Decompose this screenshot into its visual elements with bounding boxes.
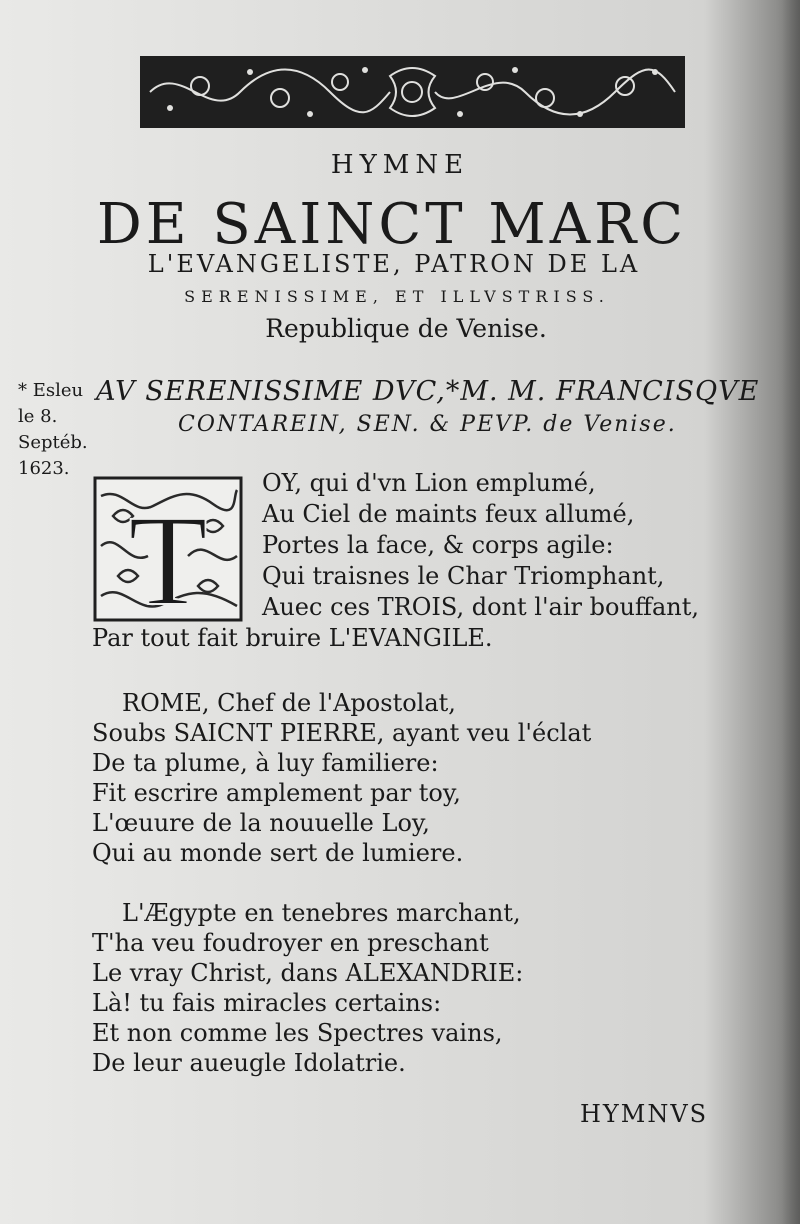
drop-cap-letter: T xyxy=(128,489,208,622)
stanza-3 xyxy=(92,898,523,1078)
verse-line: Le vray Christ, dans ALEXANDRIE: xyxy=(92,959,524,987)
verse-line: Et non comme les Spectres vains, xyxy=(92,1019,503,1047)
verse-line: Là! tu fais miracles certains: xyxy=(92,989,442,1017)
verse-line: De ta plume, à luy familiere: xyxy=(92,749,439,777)
verse-line: Qui au monde sert de lumiere. xyxy=(92,839,464,867)
margin-note-line: 1623. xyxy=(18,458,70,479)
dedication-line-2: CONTAREIN, SEN. & PEVP. de Venise. xyxy=(178,412,677,437)
verse-line: L'œuure de la nouuelle Loy, xyxy=(92,809,430,837)
page-gutter-shadow xyxy=(782,0,800,1224)
verse-line: Qui traisnes le Char Triomphant, xyxy=(262,562,665,590)
main-title: DE SAINCT MARC xyxy=(96,192,688,257)
stanza-1 xyxy=(262,468,699,623)
drop-cap-ornament xyxy=(93,476,243,622)
verse-line: Par tout fait bruire L'EVANGILE. xyxy=(92,624,493,652)
verse-line: Au Ciel de maints feux allumé, xyxy=(262,500,635,528)
ornament-band-icon xyxy=(140,56,685,128)
margin-note-line: Septéb. xyxy=(18,432,88,453)
verse-line: T'ha veu foudroyer en preschant xyxy=(92,929,489,957)
subtitle-line-2: SERENISSIME, ET ILLVSTRISS. xyxy=(184,287,610,306)
verse-line: L'Ægypte en tenebres marchant, xyxy=(122,899,521,927)
verse-line: De leur aueugle Idolatrie. xyxy=(92,1049,406,1077)
catchword: HYMNVS xyxy=(580,1100,709,1128)
dedication-line-1: AV SERENISSIME DVC,*M. M. FRANCISQVE xyxy=(96,376,760,407)
verse-line: ROME, Chef de l'Apostolat, xyxy=(122,689,456,717)
subtitle-line-1: L'EVANGELISTE, PATRON DE LA xyxy=(147,250,641,278)
verse-line: OY, qui d'vn Lion emplumé, xyxy=(262,469,596,497)
verse-line: Portes la face, & corps agile: xyxy=(262,531,614,559)
stanza-2 xyxy=(92,688,591,868)
margin-note-line: le 8. xyxy=(18,406,58,427)
verse-line: Fit escrire amplement par toy, xyxy=(92,779,461,807)
verse-line: Soubs SAICNT PIERRE, ayant veu l'éclat xyxy=(92,719,592,747)
verse-line: Auec ces TROIS, dont l'air bouffant, xyxy=(262,593,699,621)
title-hymne: HYMNE xyxy=(330,150,470,180)
margin-note xyxy=(18,378,88,482)
margin-note-line: * Esleu xyxy=(18,380,84,401)
subtitle-line-3: Republique de Venise. xyxy=(265,314,547,343)
